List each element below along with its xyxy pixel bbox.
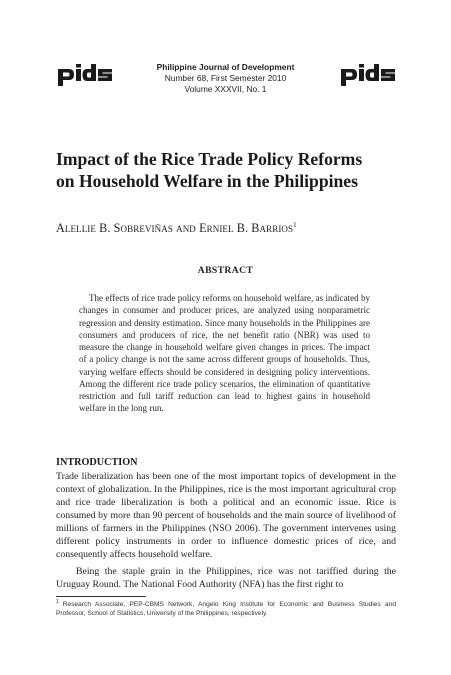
article-authors bbox=[56, 220, 396, 236]
footnote-text: Research Associate, PEP-CBMS Network, Angelo King Institute for Economic and Business Studies and Professor, School of Statistics, University of the Philippines, respectively. bbox=[56, 601, 396, 618]
author-conjunction: and bbox=[176, 221, 196, 235]
abstract-heading: ABSTRACT bbox=[197, 265, 254, 276]
pids-logo-icon bbox=[340, 64, 396, 86]
journal-issue: Number 68, First Semester 2010 bbox=[164, 73, 287, 83]
abstract-text: The effects of rice trade policy reforms on household welfare, as indicated by changes in consumer and producer prices, are analyzed using nonparametric regression and density estimation. Since many households in the Philippines are consumers and producers of rice, the net benefit ratio (NBR) was used to measure the change in household welfare given changes in prices. The impact of a policy change is not the same across different groups of households. Thus, varying welfare effects should be considered in designing policy interventions. Among the different rice trade policy scenarios, the elimination of quantitative restriction and full tariff reduction can lead to highest gains in household welfare in the long run. bbox=[79, 293, 370, 414]
footnote-mark: 1 bbox=[56, 598, 59, 605]
footnote bbox=[56, 600, 396, 619]
introduction-heading: INTRODUCTION bbox=[56, 457, 138, 468]
article-title-line-1: Impact of the Rice Trade Policy Reforms bbox=[56, 149, 363, 169]
article-title bbox=[56, 148, 406, 192]
introduction-paragraph-2: Being the staple grain in the Philippines, rice was not tariffied during the Uruguay Round. The National Food Authority (NFA) has the first right to bbox=[56, 566, 396, 590]
footnote-divider bbox=[56, 596, 146, 597]
journal-volume: Volume XXXVII, No. 1 bbox=[184, 84, 267, 94]
author-2-rest: B. Barrios bbox=[233, 221, 294, 235]
author-2-first-name: Erniel bbox=[195, 221, 234, 235]
author-footnote-mark: 1 bbox=[293, 220, 297, 229]
pids-logo-right bbox=[340, 64, 396, 86]
pids-logo-icon bbox=[57, 64, 113, 86]
pids-logo-left bbox=[57, 64, 113, 86]
author-1-first-name: Alellie bbox=[56, 221, 96, 235]
article-title-line-2: on Household Welfare in the Philippines bbox=[56, 171, 358, 191]
introduction-paragraph-1: Trade liberalization has been one of the most important topics of development in the context of globalization. In the Philippines, rice is the most important agricultural crop and rice trade liberalization is both a political and an economic issue. Rice is consumed by more than 90 percent of households and the main source of livelihood of millions of farmers in the Philippines (NSO 2006). The government intervenes using different policy instruments in order to influence domestic prices of rice, and consequently affects household welfare. bbox=[56, 471, 396, 560]
journal-name: Philippine Journal of Development bbox=[156, 62, 295, 72]
author-1-rest: B. Sobreviñas bbox=[96, 221, 177, 235]
